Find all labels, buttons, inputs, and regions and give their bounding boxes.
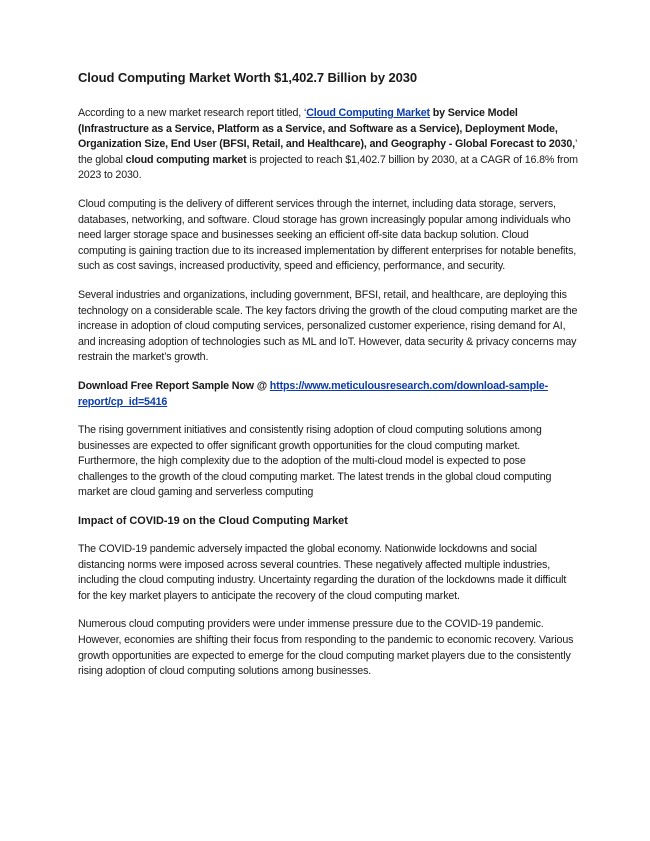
covid-impact-paragraph: The COVID-19 pandemic adversely impacted the global economy. Nationwide lockdowns and social distancing norms were imposed across several countries. These negatively affected multiple industries, including the cloud computing industry. Uncertainty regarding the duration of the lockdowns made it difficult for the key market players to anticipate the recovery of the cloud computing market. (78, 543, 567, 602)
download-label: Download Free Report Sample Now @ (78, 379, 270, 392)
page-title: Cloud Computing Market Worth $1,402.7 Billion by 2030 (78, 70, 418, 85)
definition-paragraph: Cloud computing is the delivery of different services through the internet, including data storage, servers, databases, networking, and software. Cloud storage has grown increasingly popular among individuals who need larger storage space and businesses seeking an efficient off-site data backup solution. Cloud computing is gaining traction due to its increased implementation by different enterprises for notable benefits, such as cost savings, increased productivity, speed and efficiency, performance, and security. (78, 197, 577, 273)
opportunities-paragraph: The rising government initiatives and consistently rising adoption of cloud computing solutions among businesses are expected to offer significant growth opportunities for the cloud computing market. Furthermore, the high complexity due to the adoption of the multi-cloud model is expected to pose challenges to the growth of the cloud computing market. The latest trends in the global cloud computing market are cloud gaming and serverless computing (78, 424, 552, 499)
document-page (78, 70, 578, 693)
market-bold: cloud computing market (125, 153, 247, 166)
download-paragraph (78, 379, 578, 410)
intro-pre: According to a new market research report titled, ‘ (78, 107, 307, 119)
intro-mid: ’ the global (78, 138, 577, 166)
intro-post: is projected to reach $1,402.7 billion by 2030, at a CAGR of 16.8% from 2023 to 2030. (78, 153, 578, 182)
report-title-bold: by Service Model (Infrastructure as a Service, Platform as a Service, and Software as a Service), Deployment Mode, Organization Size, End User (BFSI, Retail, and Healthcare), and Geography - Global Forecast to 2030, (78, 107, 575, 151)
recovery-paragraph: Numerous cloud computing providers were under immense pressure due to the COVID-19 pandemic. However, economies are shifting their focus from responding to the pandemic to economic recovery. Various growth opportunities are expected to emerge for the cloud computing market players due to the consistently rising adoption of cloud computing solutions among businesses. (78, 618, 574, 678)
download-sample-link[interactable]: https://www.meticulousresearch.com/download-sample-report/cp_id=5416 (78, 379, 548, 408)
drivers-paragraph: Several industries and organizations, including government, BFSI, retail, and healthcare, are deploying this technology on a considerable scale. The key factors driving the growth of the cloud computing market are the increase in adoption of cloud computing services, personalized customer experience, rising demand for AI, and increasing adoption of technologies such as ML and IoT. However, data security & privacy concerns may restrain the market’s growth. (78, 288, 578, 364)
cloud-computing-market-link[interactable]: Cloud Computing Market (306, 107, 430, 119)
intro-paragraph (78, 106, 578, 184)
covid-heading: Impact of COVID-19 on the Cloud Computing Market (78, 515, 348, 528)
